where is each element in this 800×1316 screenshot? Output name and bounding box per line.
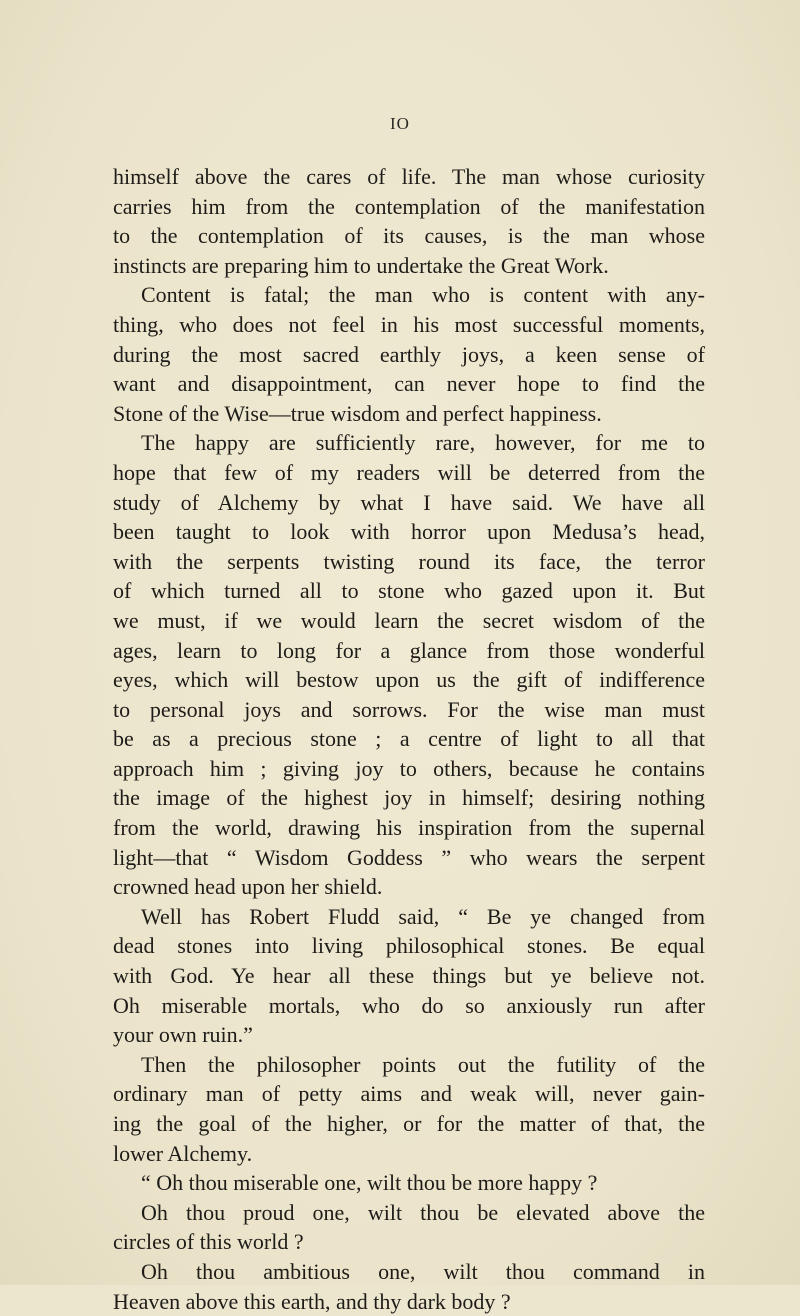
text-line: want and disappointment, can never hope to find the <box>113 371 705 397</box>
text-line: dead stones into living philosophical stones. Be equal <box>113 933 705 959</box>
text-line: ordinary man of petty aims and weak will, never gain- <box>113 1081 705 1107</box>
text-line: with God. Ye hear all these things but ye believe not. <box>113 963 705 989</box>
text-line: be as a precious stone ; a centre of light to all that <box>113 726 705 752</box>
text-line: study of Alchemy by what I have said. We have all <box>113 489 705 515</box>
text-line: lower Alchemy. <box>113 1140 253 1166</box>
text-line: from the world, drawing his inspiration from the supernal <box>113 815 705 841</box>
text-line: to personal joys and sorrows. For the wise man must <box>113 696 705 722</box>
text-line: circles of this world ? <box>113 1229 304 1255</box>
text-line: eyes, which will bestow upon us the gift of indifference <box>113 667 705 693</box>
text-line: instincts are preparing him to undertake the Great Work. <box>113 252 609 278</box>
text-line: with the serpents twisting round its face, the terror <box>113 548 705 574</box>
text-line: “ Oh thou miserable one, wilt thou be more happy ? <box>141 1170 598 1196</box>
text-line: we must, if we would learn the secret wisdom of the <box>113 607 705 633</box>
text-line: Oh miserable mortals, who do so anxiously run after <box>113 992 705 1018</box>
text-line: been taught to look with horror upon Medusa’s head, <box>113 519 705 545</box>
text-line: The happy are sufficiently rare, however, for me to <box>141 430 705 456</box>
text-line: Content is fatal; the man who is content with any- <box>141 282 705 308</box>
text-line: approach him ; giving joy to others, because he contains <box>113 755 705 781</box>
text-line: thing, who does not feel in his most successful moments, <box>113 311 705 337</box>
text-line: carries him from the contemplation of the manifestation <box>113 193 705 219</box>
text-line: of which turned all to stone who gazed upon it. But <box>113 578 705 604</box>
text-line: Stone of the Wise—true wisdom and perfect happiness. <box>113 400 602 426</box>
text-line: to the contemplation of its causes, is the man whose <box>113 223 705 249</box>
text-line: Then the philosopher points out the futility of the <box>141 1051 705 1077</box>
body-text <box>113 162 705 1316</box>
text-line: Oh thou proud one, wilt thou be elevated above the <box>141 1199 705 1225</box>
page-number: IO <box>390 114 410 133</box>
text-line: Heaven above this earth, and thy dark body ? <box>113 1288 511 1314</box>
text-line: your own ruin.” <box>113 1022 253 1048</box>
text-line: ing the goal of the higher, or for the matter of that, the <box>113 1111 705 1136</box>
text-line: hope that few of my readers will be deterred from the <box>113 459 705 485</box>
text-line: ages, learn to long for a glance from those wonderful <box>113 637 705 663</box>
text-line: during the most sacred earthly joys, a keen sense of <box>113 341 705 367</box>
text-line: crowned head upon her shield. <box>113 874 383 900</box>
text-line: the image of the highest joy in himself; desiring nothing <box>113 785 705 811</box>
text-line: himself above the cares of life. The man whose curiosity <box>113 164 705 189</box>
text-line: Well has Robert Fludd said, “ Be ye changed from <box>141 903 705 929</box>
text-line: light—that “ Wisdom Goddess ” who wears the serpent <box>113 844 705 870</box>
text-line: Oh thou ambitious one, wilt thou command in <box>141 1258 705 1284</box>
